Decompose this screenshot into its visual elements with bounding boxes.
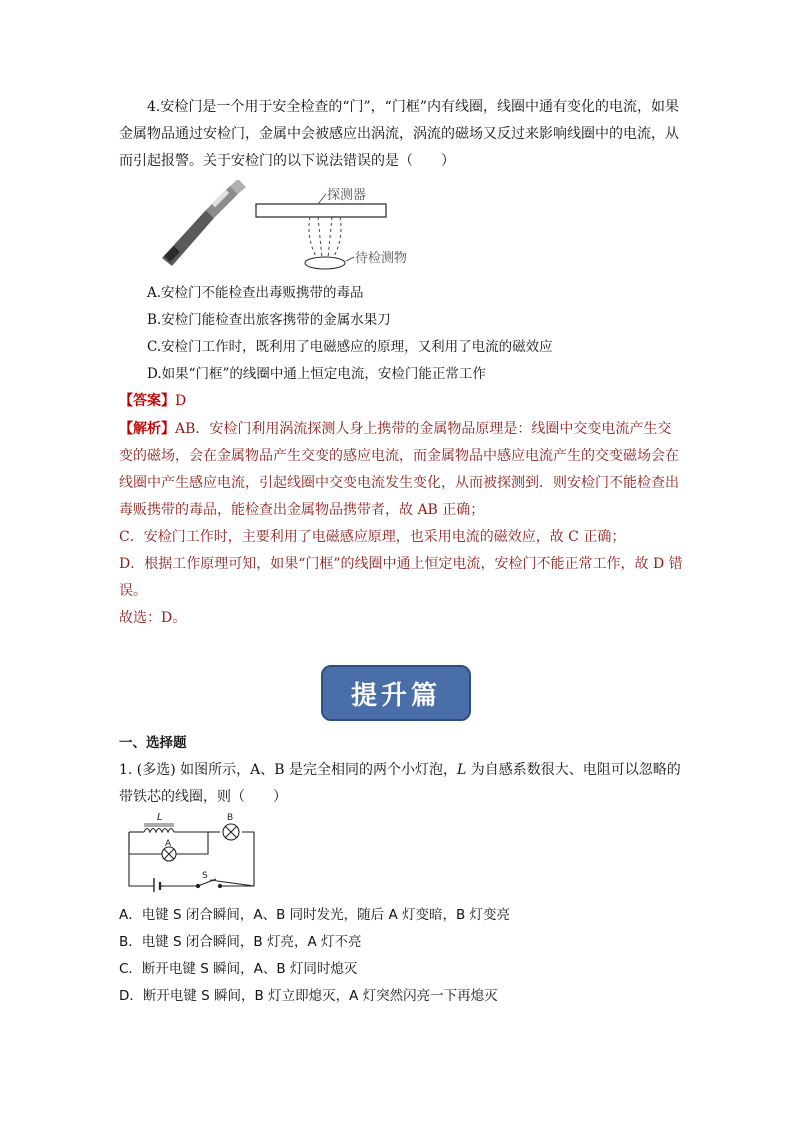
question-1-option-c: C．断开电键 S 瞬间，A、B 灯同时熄灭 [119,961,358,977]
question-1-line-2: 带铁芯的线圈，则（ ） [119,789,287,805]
question-1-stem [119,757,681,784]
answer-value: D [175,393,187,409]
question-4-option-a: A.安检门不能检查出毒贩携带的毒品 [147,285,364,301]
analysis-line-1 [119,416,671,443]
analysis-line-5: C．安检门工作时，主要利用了电磁感应原理，也采用电流的磁效应，故 C 正确； [119,529,626,545]
analysis-line-3: 线圈中产生感应电流，引起线圈中交变电流发生变化，从而被探测到．则安检门不能检查出 [119,475,679,491]
question-1-option-d: D．断开电键 S 瞬间，B 灯立即熄灭，A 灯突然闪亮一下再熄灭 [119,988,498,1004]
analysis-line-4: 毒贩携带的毒品，能检查出金属物品携带者，故 AB 正确； [119,502,485,518]
lamp-b-label: B [227,813,234,823]
question-4-answer [119,388,186,415]
inductor-label: L [157,812,163,823]
analysis-line-6: D．根据工作原理可知，如果“门框”的线圈中通上恒定电流，安检门不能正常工作，故 D 错 [119,556,683,572]
circuit-diagram [124,812,264,892]
analysis-line-7: 误。 [119,583,147,599]
question-4-line-3: 而引起报警。关于安检门的以下说法错误的是（ ） [119,153,455,169]
analysis-line-2: 变的磁场，会在金属物品产生交变的感应电流，而金属物品中感应电流产生的交变磁场会在 [119,448,679,464]
detector-label: 探测器 [327,188,367,203]
analysis-label: 【解析】 [119,421,175,437]
lamp-a-label: A [165,839,172,849]
test-object-label: 待检测物 [355,251,408,266]
question-4-option-c: C.安检门工作时，既利用了电磁感应的原理，又利用了电流的磁效应 [147,339,553,355]
inductor-symbol: L [457,762,467,778]
test-object [305,257,345,269]
handheld-detector-icon [162,180,246,266]
analysis-text: AB．安检门利用涡流探测人身上携带的金属物品原理是：线圈中交变电流产生交 [175,421,672,437]
detector-bar [256,204,386,217]
question-4-line-2: 金属物品通过安检门，金属中会被感应出涡流，涡流的磁场又反过来影响线圈中的电流，从 [119,126,679,142]
question-4-line-1: 4.安检门是一个用于安全检查的“门”，“门框”内有线圈，线圈中通有变化的电流，如果 [147,99,679,115]
section-banner: 提升篇 [321,665,471,721]
section-heading: 一、选择题 [119,735,187,751]
question-4-stem [119,94,679,175]
question-4-option-d: D.如果“门框”的线圈中通上恒定电流，安检门能正常工作 [147,366,486,382]
question-1-option-b: B．电键 S 闭合瞬间，B 灯亮，A 灯不亮 [119,934,362,950]
question-4-option-b: B.安检门能检查出旅客携带的金属水果刀 [147,312,391,328]
security-detector-figure [150,180,430,275]
question-1-option-a: A．电键 S 闭合瞬间，A、B 同时发光，随后 A 灯变暗，B 灯变亮 [119,907,511,923]
question-1-line-1a: 1. (多选) 如图所示，A、B 是完全相同的两个小灯泡， [119,762,458,778]
analysis-line-8: 故选：D。 [119,610,187,626]
switch-label: S [202,871,208,881]
question-1-line-1b: 为自感系数很大、电阻可以忽略的 [466,762,681,778]
answer-label: 【答案】 [119,393,175,409]
